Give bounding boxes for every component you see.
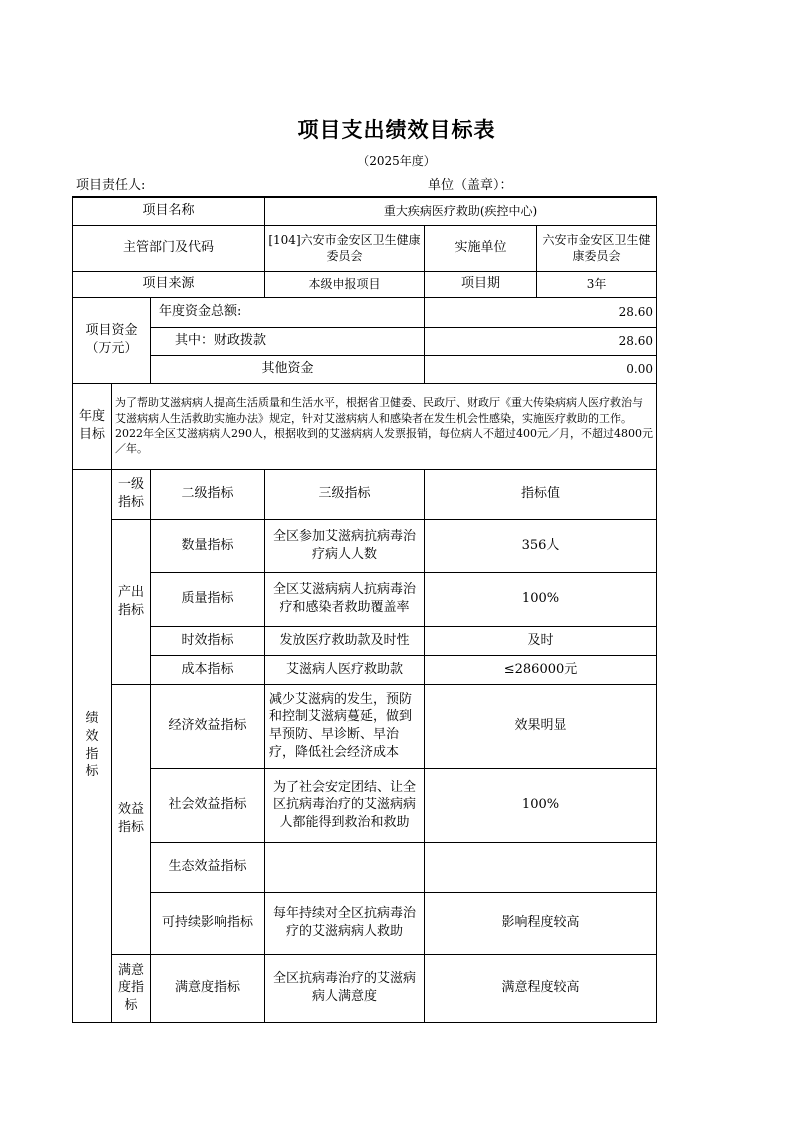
annual-goal-text: 为了帮助艾滋病病人提高生活质量和生活水平，根据省卫健委、民政厅、财政厅《重大传染病病人医疗救治与艾滋病病人生活救助实施办法》规定，针对艾滋病病人和感染者在发生机会性感染，实施医疗救助的工作。2022年全区艾滋病病人290人，根据收到的艾滋病病人发票报销，每位病人不超过400元／月，不超过4800元／年。 (112, 383, 657, 469)
fund-fiscal-label: 其中：财政拨款 (151, 327, 425, 355)
value-cell: 及时 (425, 626, 657, 655)
page-title: 项目支出绩效目标表 (297, 117, 496, 142)
fund-other-label: 其他资金 (151, 355, 425, 383)
fund-total-row (73, 297, 657, 327)
table-row (73, 842, 657, 892)
level2-cell: 生态效益指标 (151, 842, 265, 892)
impl-unit-value: 六安市金安区卫生健康委员会 (537, 225, 657, 271)
level3-cell (265, 842, 425, 892)
fund-total-label: 年度资金总额: (151, 297, 425, 327)
output-indicator-label: 产出指标 (112, 519, 151, 684)
period-label: 项目期 (425, 271, 537, 297)
fund-total-value: 28.60 (425, 297, 657, 327)
dept-label: 主管部门及代码 (73, 225, 265, 271)
col-level3-header: 三级指标 (265, 469, 425, 519)
level2-cell: 数量指标 (151, 519, 265, 572)
annual-goal-label: 年度目标 (73, 383, 112, 469)
value-cell: ≤286000元 (425, 655, 657, 684)
value-cell: 满意程度较高 (425, 954, 657, 1022)
table-row (73, 892, 657, 954)
fund-other-value: 0.00 (425, 355, 657, 383)
fund-fiscal-row (73, 327, 657, 355)
level3-cell: 全区抗病毒治疗的艾滋病病人满意度 (265, 954, 425, 1022)
table-row (73, 655, 657, 684)
indicator-header-row (73, 469, 657, 519)
source-value: 本级申报项目 (265, 271, 425, 297)
level3-cell: 减少艾滋病的发生，预防和控制艾滋病蔓延，做到早预防、早诊断、早治疗，降低社会经济成本 (265, 684, 425, 768)
year-label: （2025年度） (357, 154, 436, 168)
table-row (73, 684, 657, 768)
satisfaction-indicator-label: 满意度指标 (112, 954, 151, 1022)
value-cell: 100% (425, 768, 657, 842)
value-cell: 效果明显 (425, 684, 657, 768)
source-label: 项目来源 (73, 271, 265, 297)
impl-unit-label: 实施单位 (425, 225, 537, 271)
fund-other-row (73, 355, 657, 383)
fund-fiscal-value: 28.60 (425, 327, 657, 355)
level3-cell: 全区参加艾滋病抗病毒治疗病人人数 (265, 519, 425, 572)
indicator-section-label: 绩效指标 (73, 469, 112, 1022)
benefit-indicator-label: 效益指标 (112, 684, 151, 954)
source-row (73, 271, 657, 297)
unit-seal-label: 单位（盖章）： (428, 178, 513, 193)
project-name-row (73, 197, 657, 225)
value-cell: 356人 (425, 519, 657, 572)
value-cell (425, 842, 657, 892)
responsible-label: 项目责任人: (76, 178, 146, 193)
project-name-label: 项目名称 (73, 197, 265, 225)
project-name-value: 重大疾病医疗救助(疾控中心) (265, 197, 657, 225)
performance-table (72, 196, 657, 1023)
level2-cell: 满意度指标 (151, 954, 265, 1022)
level2-cell: 经济效益指标 (151, 684, 265, 768)
annual-goal-row (73, 383, 657, 469)
level2-cell: 社会效益指标 (151, 768, 265, 842)
col-level2-header: 二级指标 (151, 469, 265, 519)
level2-cell: 时效指标 (151, 626, 265, 655)
table-row (73, 954, 657, 1022)
dept-value: [104]六安市金安区卫生健康委员会 (265, 225, 425, 271)
level3-cell: 为了社会安定团结、让全区抗病毒治疗的艾滋病病人都能得到救治和救助 (265, 768, 425, 842)
dept-row (73, 225, 657, 271)
table-row (73, 572, 657, 626)
value-cell: 100% (425, 572, 657, 626)
level3-cell: 每年持续对全区抗病毒治疗的艾滋病病人救助 (265, 892, 425, 954)
level3-cell: 艾滋病人医疗救助款 (265, 655, 425, 684)
table-row (73, 519, 657, 572)
table-row (73, 626, 657, 655)
col-level1-header: 一级指标 (112, 469, 151, 519)
period-value: 3年 (537, 271, 657, 297)
level3-cell: 全区艾滋病病人抗病毒治疗和感染者救助覆盖率 (265, 572, 425, 626)
value-cell: 影响程度较高 (425, 892, 657, 954)
level2-cell: 质量指标 (151, 572, 265, 626)
level3-cell: 发放医疗救助款及时性 (265, 626, 425, 655)
level2-cell: 成本指标 (151, 655, 265, 684)
fund-label: 项目资金（万元） (73, 297, 151, 383)
level2-cell: 可持续影响指标 (151, 892, 265, 954)
col-value-header: 指标值 (425, 469, 657, 519)
table-row (73, 768, 657, 842)
